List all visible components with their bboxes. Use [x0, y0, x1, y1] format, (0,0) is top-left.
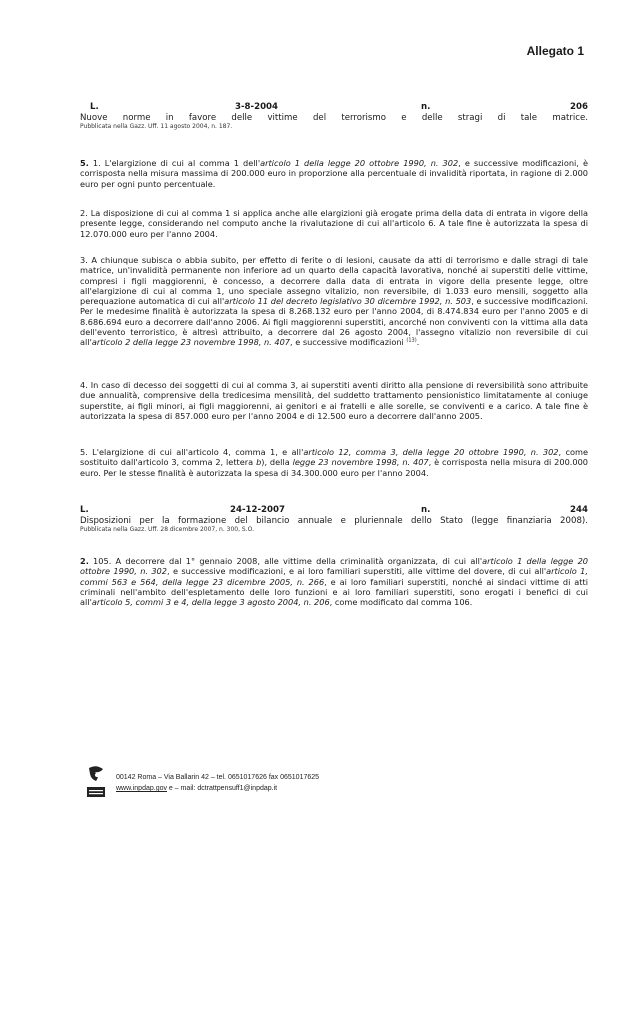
paragraph-number: 5.	[80, 158, 89, 168]
text: 5. L'elargizione di cui all'articolo 4, comma 1, e all'	[80, 447, 304, 457]
law-date: 3-8-2004	[235, 102, 279, 112]
law-type: L.	[90, 102, 99, 112]
text: ), della	[261, 457, 293, 468]
law-number: 244	[570, 505, 588, 515]
law-number: 206	[570, 102, 588, 112]
text: , e successive modificazioni, è corrisposta nella misura massima di 200.000 euro in proporzione alla percentuale di invalidità riportata, in ragione di 2.000 euro per ogni punto percentuale.	[80, 158, 588, 189]
footnote-ref[interactable]: (13)	[406, 337, 417, 344]
law-reference[interactable]: articolo 1, commi 563 e 564, della legge 23 dicembre 2005, n. 266	[80, 566, 588, 587]
law-reference[interactable]: articolo 12, comma 3, della legge 20 ottobre 1990, n. 302	[303, 447, 559, 457]
law-reference[interactable]: articolo 11 del decreto legislativo 30 dicembre 1992, n. 503	[224, 296, 472, 307]
footer-address: 00142 Roma – Via Ballarin 42 – tel. 0651017626 fax 0651017625	[116, 774, 320, 781]
paragraph-2-105	[80, 556, 588, 607]
law-type: L.	[80, 505, 89, 515]
law-title: Nuove norme in favore delle vittime del terrorismo e delle stragi di tale matrice.	[80, 113, 588, 123]
law-reference[interactable]: b	[256, 457, 262, 468]
law-reference[interactable]: articolo 1 della legge 20 ottobre 1990, n. 302	[80, 556, 588, 577]
text: , e ai loro familiari superstiti, nonché ai sindaci vittime di atti criminali nell'ambito dell'espletamento delle loro funzioni e ai loro familiari superstiti, sono erogati i benefici di cui all'	[80, 576, 588, 608]
law-reference[interactable]: legge 23 novembre 1998, n. 407	[292, 457, 429, 468]
website-link[interactable]: www.inpdap.gov	[116, 785, 167, 792]
email-text[interactable]: e – mail: dctrattpensuff1@inpdap.it	[166, 785, 278, 792]
paragraph-4: 4. In caso di decesso dei soggetti di cui al comma 3, ai superstiti aventi diritto alla pensione di reversibilità sono attribuite due annualità, comprensive della tredicesima mensilità, del suddetto trattamento pensionistico limitatamente al coniuge superstite, ai figli minori, ai figli maggiorenni, ai genitori e ai fratelli e alle sorelle, se conviventi e a carico. A tale fine è autorizzata la spesa di 857.000 euro per l'anno 2004 e di 12.500 euro a decorrere dall'anno 2005.	[80, 380, 588, 421]
paragraph-5-1	[80, 158, 588, 189]
text: , e successive modificazioni. Per le medesime finalità è autorizzata la spesa di 8.268.132 euro per l'anno 2004, di 8.474.834 euro per l'anno 2005 e di 8.686.694 euro a decorrere dall'anno 2006. Ai figli maggiorenni superstiti, ancorché non conviventi con la vittima alla data dell'evento terroristico, è altresì attribuito, a decorrere dal 26 agosto 2004, l'assegno vitalizio non reversibile di cui all'	[80, 296, 588, 348]
text: , e successive modificazioni	[290, 337, 407, 348]
footer-links	[116, 783, 319, 794]
text: , come sostituito dall'articolo 3, comma 2, lettera	[80, 447, 588, 468]
paragraph-2: 2. La disposizione di cui al comma 1 si applica anche alle elargizioni già erogate prima della data di entrata in vigore della presente legge, considerando nel computo anche la rivalutazione di cui all'articolo 6. A tale fine è autorizzata la spesa di 12.070.000 euro per l'anno 2004.	[80, 208, 588, 239]
law-date: 24-12-2007	[230, 505, 285, 515]
text: 3. A chiunque subisca o abbia subito, per effetto di ferite o di lesioni, causate da atti di terrorismo e dalle stragi di tale matrice, un'invalidità permanente non inferiore ad un quarto della capacità lavorativa, nonché ai superstiti delle vittime, compresi i figli maggiorenni, è concesso, a decorrere dalla data di entrata in vigore della presente legge, oltre all'elargizione di cui al comma 1, uno speciale assegno vitalizio, non reversibile, di 1.033 euro mensili, soggetto alla perequazione automatica di cui all'	[80, 255, 588, 307]
text: , è corrisposta nella misura di 200.000 euro. Per le stesse finalità è autorizzata la spesa di 34.300.000 euro per l'anno 2004.	[80, 457, 589, 478]
inpdap-logo-icon	[86, 764, 106, 800]
text: 105. A decorrere dal 1° gennaio 2008, alle vittime della criminalità organizzata, di cui all'	[88, 556, 483, 566]
law-title: Disposizioni per la formazione del bilancio annuale e pluriennale dello Stato (legge finanziaria 2008).	[80, 516, 588, 526]
law-publication: Pubblicata nella Gazz. Uff. 11 agosto 2004, n. 187.	[80, 123, 233, 130]
law-reference[interactable]: articolo 2 della legge 23 novembre 1998, n. 407	[91, 337, 290, 348]
text: , e successive modificazioni, e ai loro familiari superstiti, alle vittime del dovere, di cui all'	[166, 566, 547, 577]
paragraph-3	[80, 255, 588, 348]
footer-contacts	[116, 772, 319, 794]
law-reference[interactable]: articolo 1 della legge 20 ottobre 1990, n. 302	[260, 158, 459, 168]
law-header-2007	[80, 505, 588, 534]
law-number-label: n.	[421, 102, 431, 112]
text: , come modificato dal comma 106.	[329, 597, 473, 608]
page-footer	[86, 760, 406, 800]
attachment-label: Allegato 1	[526, 44, 584, 58]
law-header-2004	[80, 102, 588, 131]
text: 1. L'elargizione di cui al comma 1 dell'	[88, 158, 261, 168]
law-number-label: n.	[421, 505, 431, 515]
text: .	[416, 337, 420, 348]
paragraph-5	[80, 447, 588, 478]
law-reference[interactable]: articolo 5, commi 3 e 4, della legge 3 agosto 2004, n. 206	[91, 597, 330, 608]
law-publication: Pubblicata nella Gazz. Uff. 28 dicembre 2007, n. 300, S.O.	[80, 526, 255, 533]
paragraph-number: 2.	[80, 556, 89, 566]
